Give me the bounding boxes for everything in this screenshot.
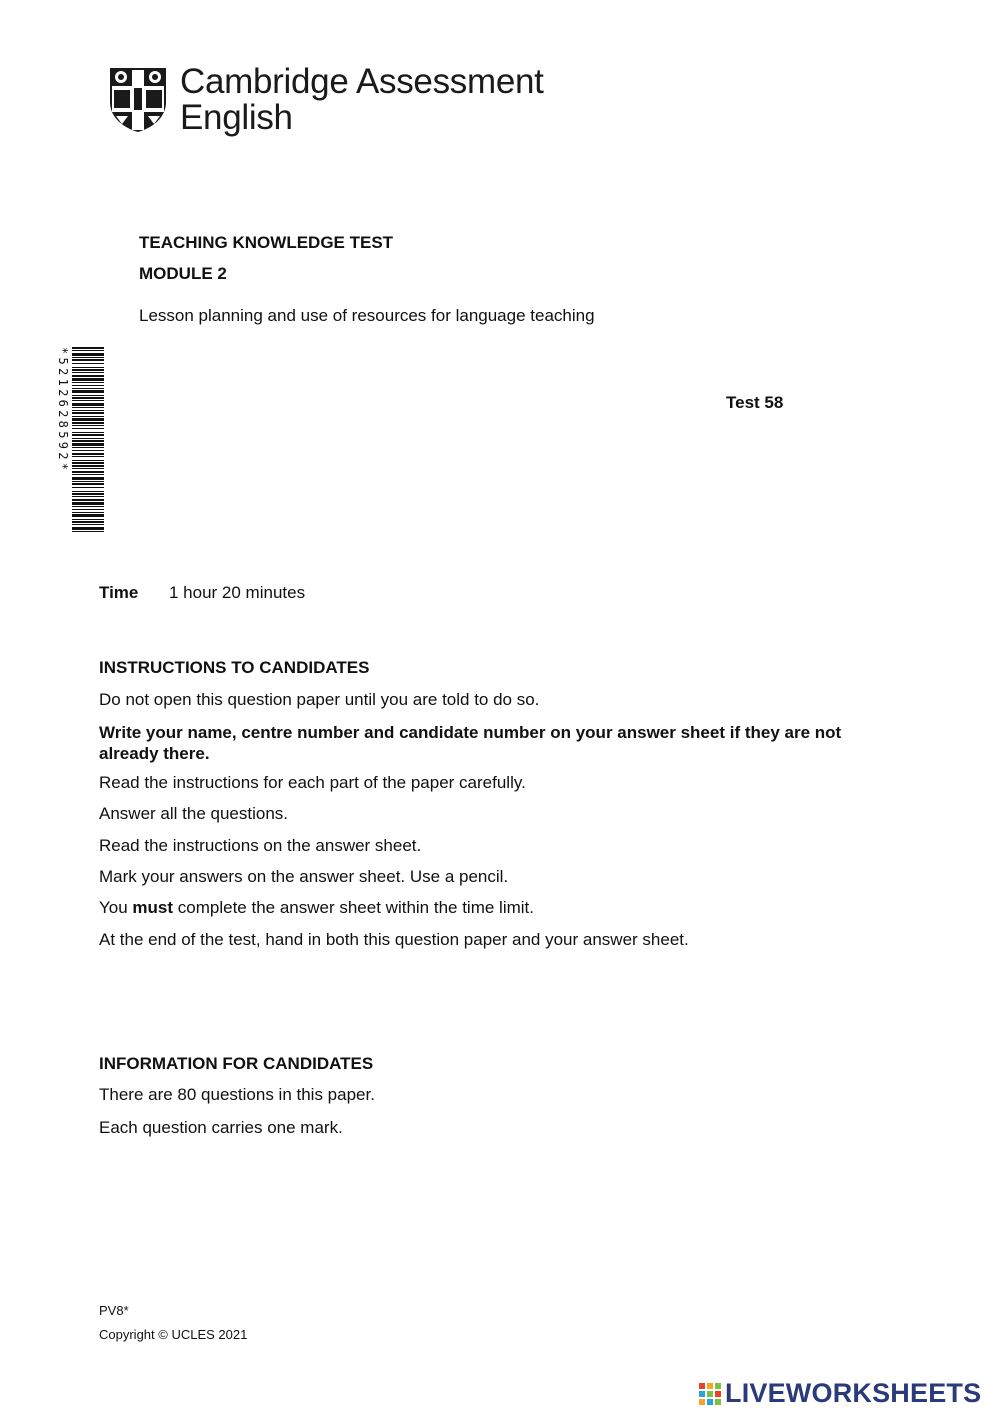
barcode-bar	[72, 347, 104, 349]
barcode-bar	[72, 465, 104, 467]
barcode-bar	[72, 483, 104, 485]
barcode-bar	[72, 372, 104, 373]
barcode-bar	[72, 375, 104, 377]
cambridge-logo	[108, 62, 544, 137]
barcode-bar	[72, 487, 104, 488]
barcode-bar	[72, 481, 104, 482]
brand-name: Cambridge Assessment	[180, 62, 544, 101]
barcode-bar	[72, 524, 104, 525]
barcode-bar	[72, 390, 104, 393]
barcode-bar	[72, 440, 104, 442]
instruction-line	[99, 898, 534, 918]
instruction-text: You	[99, 898, 133, 917]
barcode-bar	[72, 367, 104, 368]
barcode-bar	[72, 378, 104, 381]
barcode-bar	[72, 428, 104, 429]
instruction-line: Read the instructions for each part of the paper carefully.	[99, 773, 526, 792]
barcode-bar	[72, 493, 104, 495]
barcode-bar	[72, 403, 104, 406]
barcode-bar	[72, 450, 104, 451]
barcode-bar	[72, 353, 104, 356]
barcode-bar	[72, 477, 104, 480]
barcode-bar	[72, 453, 104, 455]
barcode-digits: *5212628592*	[56, 347, 70, 474]
brand-subname: English	[180, 98, 293, 137]
barcode-bar	[72, 407, 104, 408]
barcode-bar	[72, 531, 104, 532]
barcode-bar	[72, 400, 104, 401]
barcode-bar	[72, 474, 104, 475]
barcode-bar	[72, 357, 104, 358]
barcode-bar	[72, 369, 104, 371]
copyright: Copyright © UCLES 2021	[99, 1327, 248, 1342]
instruction-line: Do not open this question paper until you are told to do so.	[99, 690, 540, 709]
instruction-line: Read the instructions on the answer sheet.	[99, 836, 422, 855]
barcode-bar	[72, 350, 104, 351]
barcode-bar	[72, 434, 104, 436]
module-subtitle: Lesson planning and use of resources for language teaching	[139, 306, 595, 325]
barcode-bar	[72, 425, 104, 426]
barcode-bar	[72, 456, 104, 457]
instruction-line-bold: Write your name, centre number and candidate number on your answer sheet if they are not already there.	[99, 723, 842, 763]
barcode-bar	[72, 432, 104, 433]
barcode-bar	[72, 447, 104, 448]
time-label: Time	[99, 583, 139, 602]
barcode-bar	[72, 499, 104, 501]
barcode-bar	[72, 422, 104, 424]
liveworksheets-logo[interactable]	[698, 1378, 981, 1409]
barcode-bars	[72, 347, 104, 533]
barcode-bar	[72, 397, 104, 399]
barcode-bar	[72, 496, 104, 497]
crest-icon	[108, 66, 168, 134]
information-heading: INFORMATION FOR CANDIDATES	[99, 1054, 374, 1073]
paper-title: TEACHING KNOWLEDGE TEST	[139, 233, 394, 252]
barcode-bar	[72, 514, 104, 517]
paper-code: PV8*	[99, 1303, 129, 1318]
module-title: MODULE 2	[139, 264, 227, 283]
barcode-bar	[72, 412, 104, 414]
time-value: 1 hour 20 minutes	[169, 583, 306, 602]
barcode-bar	[72, 395, 104, 396]
information-line: Each question carries one mark.	[99, 1118, 343, 1137]
barcode-bar	[72, 388, 104, 389]
barcode-bar	[72, 438, 104, 439]
barcode-bar	[72, 512, 104, 513]
barcode-bar	[72, 382, 104, 383]
barcode-bar	[72, 509, 104, 510]
information-line: There are 80 questions in this paper.	[99, 1085, 375, 1104]
instruction-line: Answer all the questions.	[99, 804, 288, 823]
instruction-line: At the end of the test, hand in both this question paper and your answer sheet.	[99, 930, 689, 949]
barcode-bar	[72, 502, 104, 505]
barcode-bar	[72, 359, 104, 361]
liveworksheets-icon	[698, 1382, 722, 1406]
test-number: Test 58	[726, 393, 784, 412]
liveworksheets-text: LIVEWORKSHEETS	[725, 1378, 982, 1408]
instructions-heading: INSTRUCTIONS TO CANDIDATES	[99, 658, 370, 677]
barcode-bar	[72, 416, 104, 417]
barcode	[56, 347, 106, 533]
barcode-bar	[72, 443, 104, 446]
barcode-bar	[72, 462, 104, 464]
emphasis-must: must	[132, 898, 174, 917]
barcode-bar	[72, 418, 104, 421]
barcode-bar	[72, 460, 104, 461]
barcode-bar	[72, 519, 104, 520]
barcode-bar	[72, 468, 104, 469]
instruction-text: complete the answer sheet within the time limit.	[173, 898, 534, 917]
instruction-line: Mark your answers on the answer sheet. Use a pencil.	[99, 867, 509, 886]
barcode-bar	[72, 527, 104, 530]
barcode-bar	[72, 385, 104, 386]
barcode-bar	[72, 410, 104, 411]
barcode-bar	[72, 471, 104, 473]
barcode-bar	[72, 521, 104, 523]
barcode-bar	[72, 363, 104, 364]
barcode-bar	[72, 491, 104, 492]
barcode-bar	[72, 506, 104, 507]
